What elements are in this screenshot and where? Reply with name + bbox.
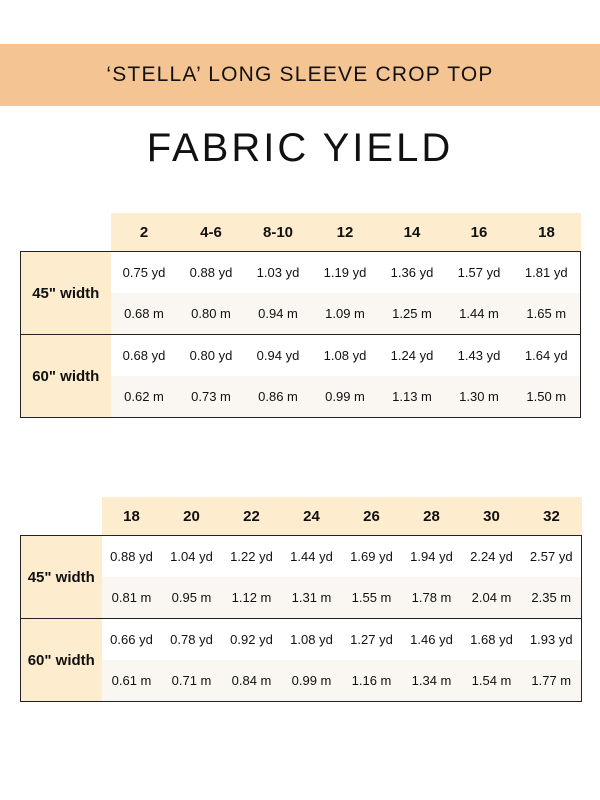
title-banner xyxy=(0,44,600,106)
yield-cell: 1.94 yd xyxy=(402,536,462,578)
yield-cell: 1.09 m xyxy=(312,293,379,335)
yield-cell: 0.99 m xyxy=(312,376,379,418)
yield-cell: 1.27 yd xyxy=(342,619,402,661)
yield-cell: 1.24 yd xyxy=(379,335,446,377)
yield-cell: 0.88 yd xyxy=(178,252,245,294)
size-header: 18 xyxy=(513,213,581,252)
yield-cell: 1.25 m xyxy=(379,293,446,335)
size-header: 32 xyxy=(522,497,582,536)
yield-cell: 0.95 m xyxy=(162,577,222,619)
header-blank-cell xyxy=(21,213,111,252)
yield-cell: 2.35 m xyxy=(522,577,582,619)
yield-cell: 0.78 yd xyxy=(162,619,222,661)
yield-cell: 0.66 yd xyxy=(102,619,162,661)
yield-cell: 0.80 yd xyxy=(178,335,245,377)
size-header: 28 xyxy=(402,497,462,536)
yield-cell: 1.55 m xyxy=(342,577,402,619)
yield-cell: 2.57 yd xyxy=(522,536,582,578)
table-row-yards xyxy=(21,252,581,294)
yield-cell: 1.36 yd xyxy=(379,252,446,294)
yield-cell: 0.88 yd xyxy=(102,536,162,578)
size-header: 2 xyxy=(111,213,178,252)
yield-cell: 0.68 yd xyxy=(111,335,178,377)
yield-cell: 1.65 m xyxy=(513,293,581,335)
yield-cell: 0.75 yd xyxy=(111,252,178,294)
table-row-yards xyxy=(21,619,582,661)
yield-table-large-sizes xyxy=(20,497,582,702)
yield-cell: 1.04 yd xyxy=(162,536,222,578)
yield-cell: 1.30 m xyxy=(446,376,513,418)
fabric-width-label: 45" width xyxy=(21,536,102,619)
yield-cell: 1.68 yd xyxy=(462,619,522,661)
yield-cell: 0.92 yd xyxy=(222,619,282,661)
yield-cell: 1.12 m xyxy=(222,577,282,619)
size-header: 26 xyxy=(342,497,402,536)
yield-cell: 0.94 yd xyxy=(245,335,312,377)
yield-cell: 1.22 yd xyxy=(222,536,282,578)
yield-cell: 1.93 yd xyxy=(522,619,582,661)
yield-cell: 0.62 m xyxy=(111,376,178,418)
yield-cell: 0.71 m xyxy=(162,660,222,702)
yield-cell: 1.81 yd xyxy=(513,252,581,294)
yield-cell: 1.77 m xyxy=(522,660,582,702)
yield-cell: 1.44 yd xyxy=(282,536,342,578)
size-header: 30 xyxy=(462,497,522,536)
table-row-yards xyxy=(21,536,582,578)
banner-title: ‘STELLA’ LONG SLEEVE CROP TOP xyxy=(106,63,494,86)
yield-cell: 1.13 m xyxy=(379,376,446,418)
yield-cell: 1.57 yd xyxy=(446,252,513,294)
size-header: 24 xyxy=(282,497,342,536)
table-row-meters xyxy=(21,577,582,619)
yield-cell: 0.80 m xyxy=(178,293,245,335)
size-header: 20 xyxy=(162,497,222,536)
table-row-meters xyxy=(21,660,582,702)
yield-cell: 1.08 yd xyxy=(312,335,379,377)
yield-cell: 1.54 m xyxy=(462,660,522,702)
yield-cell: 1.50 m xyxy=(513,376,581,418)
fabric-width-label: 45" width xyxy=(21,252,111,335)
yield-cell: 1.08 yd xyxy=(282,619,342,661)
size-header: 4-6 xyxy=(178,213,245,252)
size-header-row xyxy=(21,497,582,536)
yield-cell: 0.81 m xyxy=(102,577,162,619)
yield-cell: 1.78 m xyxy=(402,577,462,619)
yield-table-small-sizes xyxy=(20,213,581,418)
fabric-width-label: 60" width xyxy=(21,619,102,702)
yield-cell: 0.84 m xyxy=(222,660,282,702)
size-header: 22 xyxy=(222,497,282,536)
yield-cell: 1.46 yd xyxy=(402,619,462,661)
yield-cell: 0.94 m xyxy=(245,293,312,335)
size-header: 16 xyxy=(446,213,513,252)
yield-cell: 1.34 m xyxy=(402,660,462,702)
yield-cell: 1.03 yd xyxy=(245,252,312,294)
size-header-row xyxy=(21,213,581,252)
header-blank-cell xyxy=(21,497,102,536)
yield-cell: 0.73 m xyxy=(178,376,245,418)
fabric-width-label: 60" width xyxy=(21,335,111,418)
size-header: 18 xyxy=(102,497,162,536)
yield-cell: 1.64 yd xyxy=(513,335,581,377)
yield-cell: 0.99 m xyxy=(282,660,342,702)
page-heading: FABRIC YIELD xyxy=(146,126,454,170)
yield-cell: 0.68 m xyxy=(111,293,178,335)
yield-cell: 0.61 m xyxy=(102,660,162,702)
size-header: 12 xyxy=(312,213,379,252)
yield-cell: 2.04 m xyxy=(462,577,522,619)
yield-cell: 2.24 yd xyxy=(462,536,522,578)
yield-cell: 1.31 m xyxy=(282,577,342,619)
yield-cell: 1.16 m xyxy=(342,660,402,702)
yield-cell: 1.19 yd xyxy=(312,252,379,294)
yield-cell: 1.43 yd xyxy=(446,335,513,377)
size-header: 14 xyxy=(379,213,446,252)
yield-cell: 0.86 m xyxy=(245,376,312,418)
yield-cell: 1.44 m xyxy=(446,293,513,335)
size-header: 8-10 xyxy=(245,213,312,252)
table-row-yards xyxy=(21,335,581,377)
yield-cell: 1.69 yd xyxy=(342,536,402,578)
